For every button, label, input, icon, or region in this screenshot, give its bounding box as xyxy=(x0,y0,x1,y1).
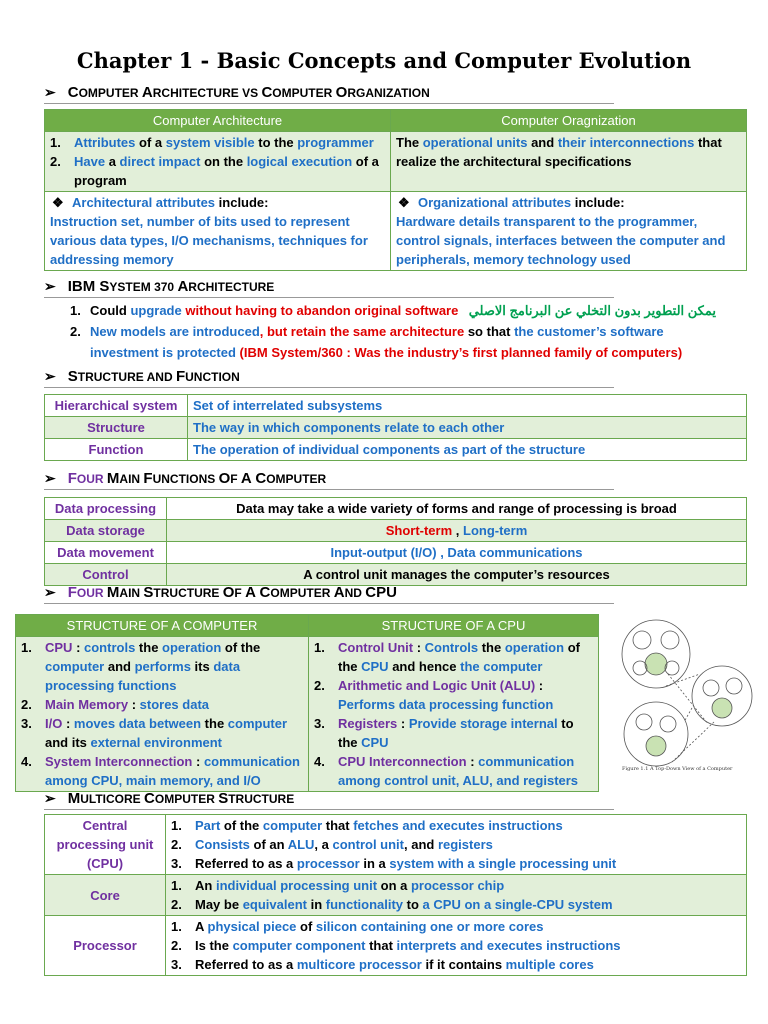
arrow-icon: ➢ xyxy=(44,368,56,384)
list-item: 2. Consists of an ALU, a control unit, and registers xyxy=(171,837,493,852)
cpu-structure-list xyxy=(309,637,599,792)
section-heading-four-structures: ➢ FOUR MAIN STRUCTURE OF A COMPUTER AND CPU xyxy=(44,584,614,604)
table-row xyxy=(45,875,747,916)
definition xyxy=(166,916,747,976)
term: Structure xyxy=(45,417,188,439)
list-item: 2. Main Memory : stores data xyxy=(21,697,210,712)
four-structures-table xyxy=(15,614,599,792)
arrow-icon: ➢ xyxy=(44,790,56,806)
list-item: 2. New models are introduced, but retain the same architecture so that the customer’s software investment is protected (IBM System/360 : Was the industry’s first planned family of computers) xyxy=(70,324,683,360)
architecture-definition xyxy=(45,132,391,192)
list-item: 3. Registers : Provide storage internal to the CPU xyxy=(314,716,574,750)
function-desc: A control unit manages the computer’s resources xyxy=(167,564,747,586)
function-name: Data movement xyxy=(45,542,167,564)
definition: The operation of individual components as part of the structure xyxy=(188,439,747,461)
definition: The way in which components relate to each other xyxy=(188,417,747,439)
arrow-icon: ➢ xyxy=(44,84,56,100)
list-item: 2. Arithmetic and Logic Unit (ALU) : Performs data processing function xyxy=(314,678,554,712)
section-heading-multicore: ➢ MULTICORE COMPUTER STRUCTURE xyxy=(44,790,614,810)
section-heading-arch-vs-org: ➢ COMPUTER ARCHITECTURE VS COMPUTER ORGANIZATION xyxy=(44,84,614,104)
table-row xyxy=(45,395,747,417)
section-heading-ibm-370: ➢ IBM SYSTEM 370 ARCHITECTURE xyxy=(44,278,614,298)
list-item: 1. Attributes of a system visible to the programmer xyxy=(50,135,374,150)
col-header-computer: STRUCTURE OF A COMPUTER xyxy=(16,615,309,637)
section-heading-four-functions: ➢ FOUR MAIN FUNCTIONS OF A COMPUTER xyxy=(44,470,614,490)
diamond-bullet-icon: ❖ xyxy=(398,195,410,210)
structure-function-table xyxy=(44,394,747,461)
function-desc: Short-term , Long-term xyxy=(167,520,747,542)
arrow-icon: ➢ xyxy=(44,584,56,600)
list-item: 1. Control Unit : Controls the operation of the CPU and hence the computer xyxy=(314,640,580,674)
table-row xyxy=(45,439,747,461)
arrow-icon: ➢ xyxy=(44,278,56,294)
function-name: Data processing xyxy=(45,498,167,520)
definition xyxy=(166,815,747,875)
term: Function xyxy=(45,439,188,461)
list-item: 3. Referred to as a processor in a system with a single processing unit xyxy=(171,856,617,871)
section-heading-structure-function: ➢ STRUCTURE AND FUNCTION xyxy=(44,368,614,388)
definition: Set of interrelated subsystems xyxy=(188,395,747,417)
top-down-computer-diagram xyxy=(618,616,758,786)
arch-vs-org-table xyxy=(44,109,747,271)
term: Core xyxy=(45,875,166,916)
table-row xyxy=(45,417,747,439)
term: Hierarchical system xyxy=(45,395,188,417)
list-item: 4. CPU Interconnection : communication among control unit, ALU, and registers xyxy=(314,754,579,788)
term: Central processing unit (CPU) xyxy=(45,815,166,875)
list-item: 1. An individual processing unit on a processor chip xyxy=(171,878,505,893)
architectural-attributes: ❖ Architectural attributes include: Instruction set, number of bits used to represent various data types, I/O mechanisms, techniques for addressing memory xyxy=(45,192,391,271)
list-item: 1. CPU : controls the operation of the computer and performs its data processing functions xyxy=(21,640,261,693)
col-header-cpu: STRUCTURE OF A CPU xyxy=(309,615,599,637)
arrow-icon: ➢ xyxy=(44,470,56,486)
col-header-architecture: Computer Architecture xyxy=(45,110,391,132)
organizational-attributes: ❖ Organizational attributes include: Hardware details transparent to the programmer, control signals, interfaces between the computer and peripherals, memory technology used xyxy=(391,192,747,271)
list-item: 2. Have a direct impact on the logical execution of a program xyxy=(50,154,379,188)
definition xyxy=(166,875,747,916)
four-functions-table xyxy=(44,497,747,586)
table-row xyxy=(45,815,747,875)
term: Processor xyxy=(45,916,166,976)
list-item: 2. May be equivalent in functionality to a CPU on a single-CPU system xyxy=(171,897,613,912)
list-item: 3. I/O : moves data between the computer and its external environment xyxy=(21,716,288,750)
ibm-370-list xyxy=(70,300,716,363)
function-desc: Input-output (I/O) , Data communications xyxy=(167,542,747,564)
function-name: Control xyxy=(45,564,167,586)
diamond-bullet-icon: ❖ xyxy=(52,195,64,210)
figure-caption: Figure 1.1 A Top-Down View of a Computer xyxy=(622,766,733,772)
table-row xyxy=(45,916,747,976)
arabic-note: يمكن التطوير بدون التخلي عن البرنامج الاصلي xyxy=(468,303,716,318)
list-item: 3. Referred to as a multicore processor if it contains multiple cores xyxy=(171,957,594,972)
function-name: Data storage xyxy=(45,520,167,542)
multicore-table xyxy=(44,814,747,976)
architectural-attributes-list: Instruction set, number of bits used to represent various data types, I/O mechanisms, techniques for addressing memory xyxy=(50,214,368,267)
organization-definition: The operational units and their interconnections that realize the architectural specifications xyxy=(391,132,747,192)
list-item: 2. Is the computer component that interprets and executes instructions xyxy=(171,938,621,953)
computer-structure-list xyxy=(16,637,309,792)
list-item: 1. Could upgrade without having to abandon original software يمكن التطوير بدون التخلي عن البرنامج الاصلي xyxy=(70,300,710,321)
organizational-attributes-list: Hardware details transparent to the programmer, control signals, interfaces between the computer and peripherals, memory technology used xyxy=(396,214,726,267)
page-title: Chapter 1 - Basic Concepts and Computer Evolution xyxy=(76,48,692,73)
function-desc: Data may take a wide variety of forms and range of processing is broad xyxy=(167,498,747,520)
list-item: 1. A physical piece of silicon containing one or more cores xyxy=(171,919,544,934)
list-item: 1. Part of the computer that fetches and executes instructions xyxy=(171,818,563,833)
list-item: 4. System Interconnection : communication among CPU, main memory, and I/O xyxy=(21,754,301,788)
col-header-organization: Computer Oragnization xyxy=(391,110,747,132)
